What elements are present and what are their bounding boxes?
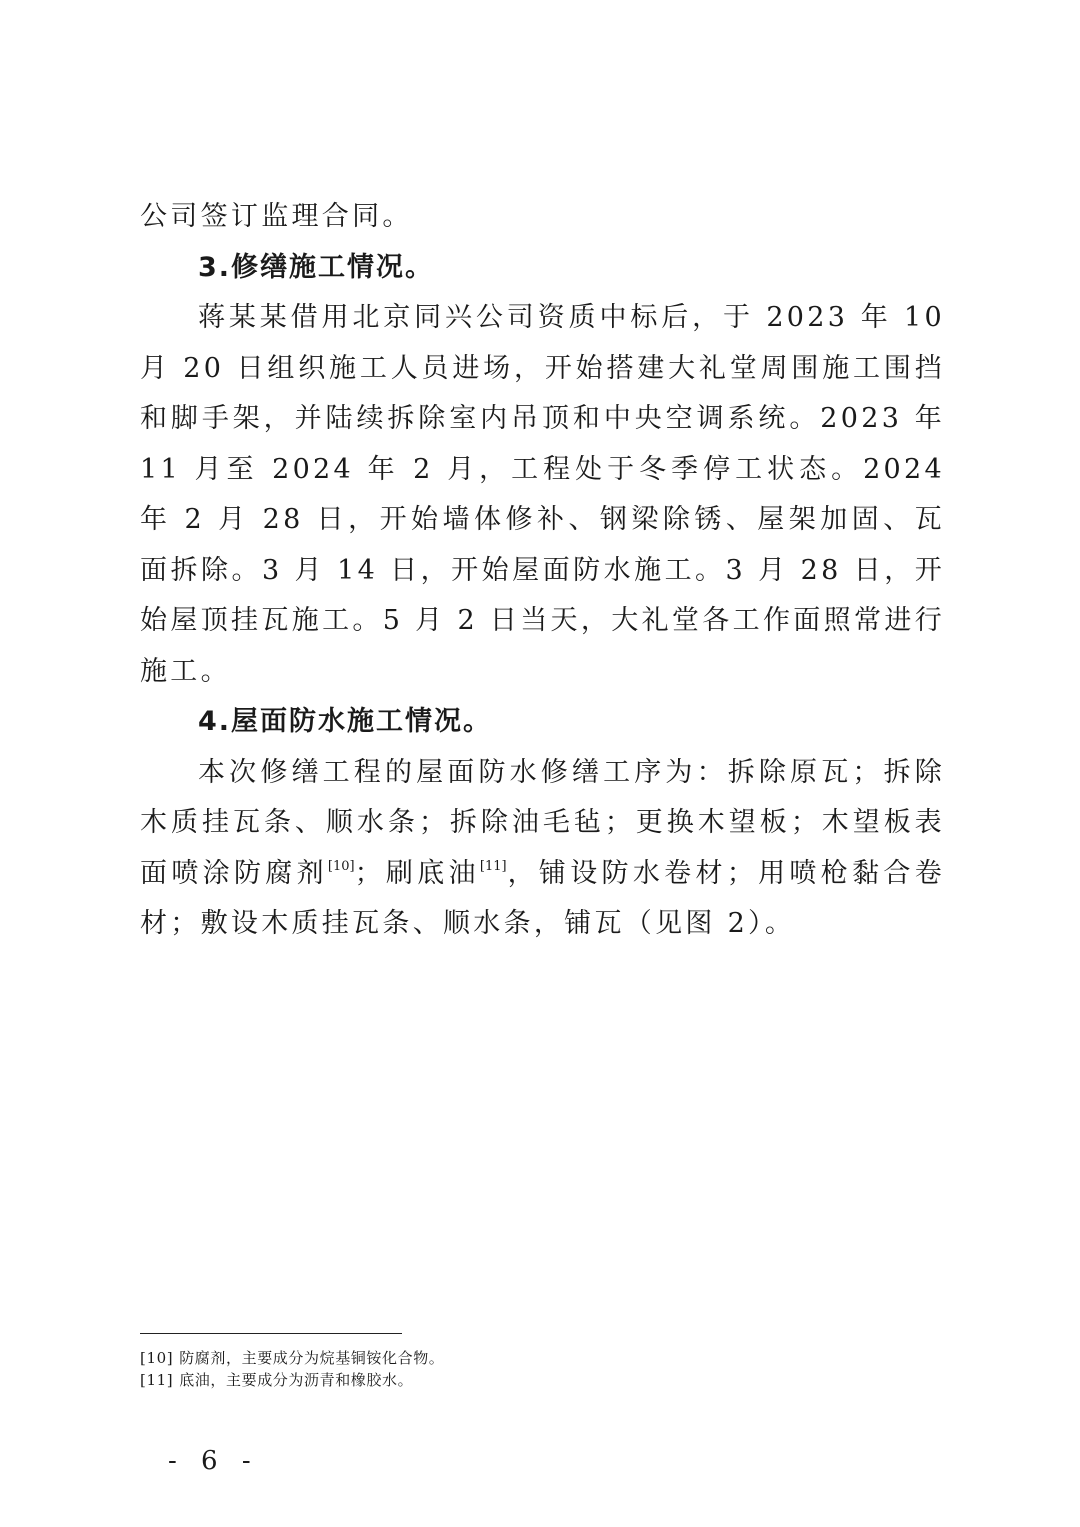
footnote-text: 底油，主要成分为沥青和橡胶水。 bbox=[179, 1371, 414, 1389]
page-number: - 6 - bbox=[168, 1446, 259, 1476]
footnote-divider bbox=[140, 1333, 402, 1334]
footnote-11 bbox=[140, 1369, 840, 1391]
section-heading-3: 3.修缮施工情况。 bbox=[198, 251, 435, 283]
footnote-10 bbox=[140, 1347, 840, 1369]
section-heading-4: 4.屋面防水施工情况。 bbox=[198, 706, 493, 737]
paragraph-waterproofing bbox=[140, 748, 945, 950]
footnote-mark: [11] bbox=[140, 1371, 174, 1389]
footnote-ref-10[interactable]: [10] bbox=[327, 858, 355, 874]
footnotes bbox=[140, 1347, 840, 1391]
body-text bbox=[140, 192, 945, 950]
paragraph-continuation: 公司签订监理合同。 bbox=[140, 201, 413, 232]
footnote-ref-11[interactable]: [11] bbox=[479, 858, 507, 874]
paragraph-text: 本次修缮工程的屋面防水修缮工序为：拆除原瓦；拆除木质挂瓦条、顺水条；拆除油毛毡；更换木望板；木望板表面喷涂防腐剂 bbox=[140, 756, 945, 889]
paragraph-construction: 蒋某某借用北京同兴公司资质中标后，于 2023 年 10 月 20 日组织施工人员进场，开始搭建大礼堂周围施工围挡和脚手架，并陆续拆除室内吊顶和中央空调系统。2023 年 11 月至 2024 年 2 月，工程处于冬季停工状态。2024 年 2 月 28 日，开始墙体修补、钢梁除锈、屋架加固、瓦面拆除。3 月 14 日，开始屋面防水施工。3 月 28 日，开始屋顶挂瓦施工。5 月 2 日当天，大礼堂各工作面照常进行施工。 bbox=[140, 302, 945, 687]
paragraph-text: ，铺设防水卷材；用喷枪黏合卷材；敷设木质挂瓦条、顺水条，铺瓦（见图 2）。 bbox=[140, 857, 945, 939]
footnote-mark: [10] bbox=[140, 1349, 174, 1367]
paragraph-text: ；刷底油 bbox=[354, 857, 480, 889]
footnote-text: 防腐剂，主要成分为烷基铜铵化合物。 bbox=[179, 1349, 445, 1367]
